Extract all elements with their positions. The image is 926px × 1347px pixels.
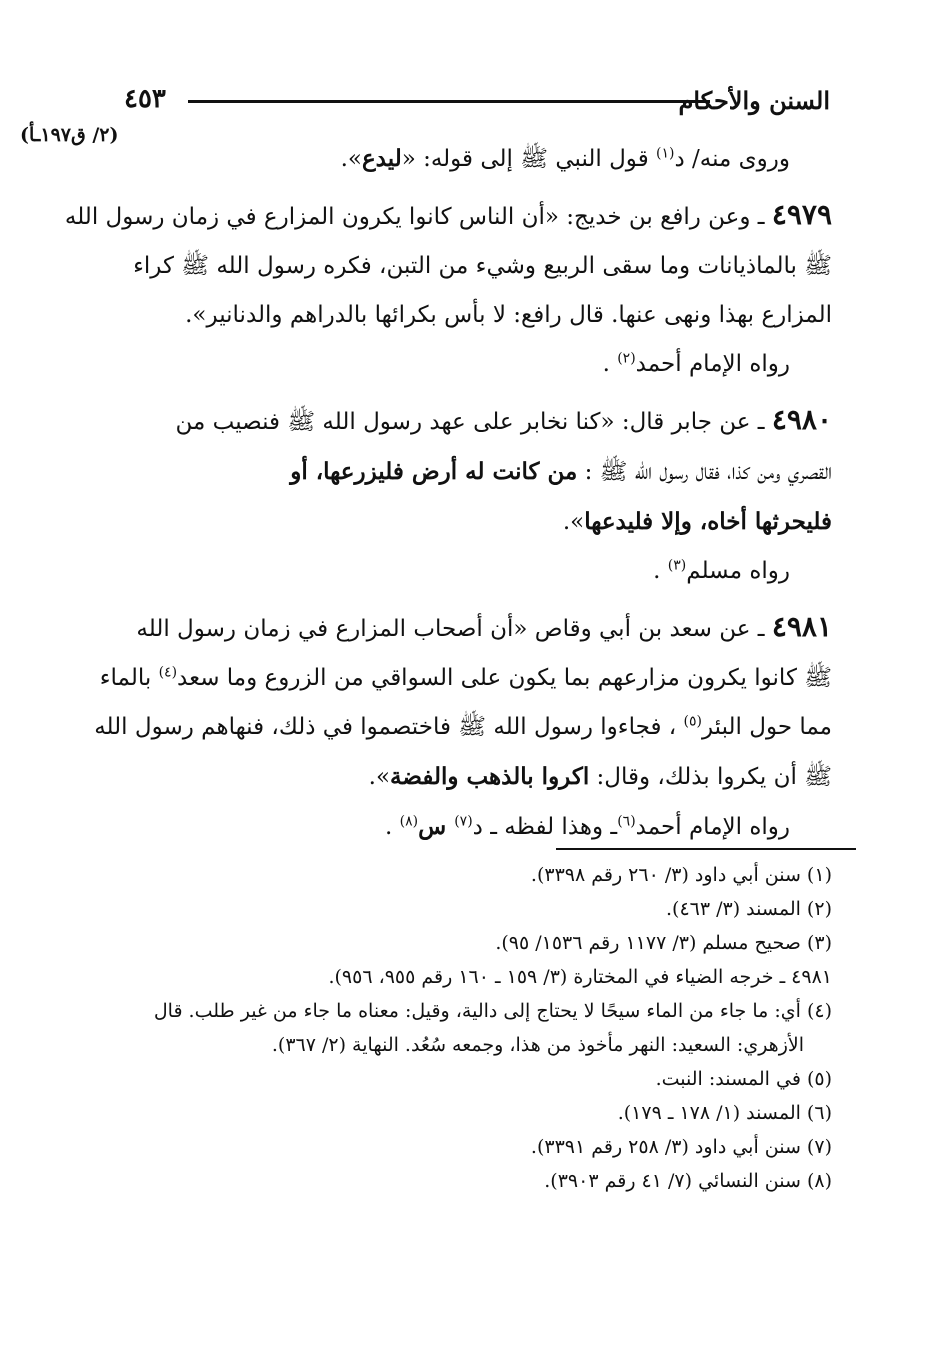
page-number: ٤٥٣ xyxy=(124,84,166,114)
text-run: رواه مسلم xyxy=(686,558,790,584)
text-run: رواه الإمام أحمد xyxy=(635,814,790,840)
text-run: ـ عن جابر قال: «كنا نخابر على عهد رسول الله ﷺ فنصيب من xyxy=(175,409,772,435)
hadith-source xyxy=(122,340,832,389)
text-run: ». xyxy=(562,509,585,535)
text-run: ». xyxy=(340,146,362,172)
footnote-4-continued: الأزهري: السعيد: النهر مأخوذ من هذا، وجمعه سُعُد. النهاية (٢/ ٣٦٧). xyxy=(271,1034,804,1056)
text-run: . xyxy=(385,814,400,840)
hadith-number: ٤٩٨٠ xyxy=(771,403,832,436)
text-line: ﷺ بالماذيانات وما سقى الربيع وشيء من التبن، فكره رسول الله ﷺ كراء xyxy=(133,253,832,279)
running-head-title: السنن والأحكام xyxy=(678,86,830,115)
footnote-ref: (٤) xyxy=(158,664,178,681)
footnote-1: (١) سنن أبي داود (٣/ ٢٦٠ رقم ٣٣٩٨). xyxy=(530,864,832,886)
footnote-separator xyxy=(556,848,856,850)
text-run: ». xyxy=(368,764,391,790)
text-run: وروى منه/ د xyxy=(674,146,790,172)
text-run: . xyxy=(602,351,618,377)
text-run: ، فجاءوا رسول الله ﷺ فاختصموا في ذلك، فنهاهم رسول الله xyxy=(94,714,684,740)
footnote-4: (٤) أي: ما جاء من الماء سيحًا لا يحتاج إلى دالية، وقيل: معناه ما جاء من غير طلب. قال xyxy=(153,1000,832,1022)
bold-text: اكروا بالذهب والفضة xyxy=(390,763,590,790)
hadith-source xyxy=(122,547,832,596)
hadith-number: ٤٩٧٩ xyxy=(771,198,832,231)
footnote-ref: (٥) xyxy=(683,713,702,730)
text-run: ـ وعن رافع بن خديج: «أن الناس كانوا يكرون المزارع في زمان رسول الله xyxy=(64,204,772,230)
text-run: ﷺ كانوا يكرون مزارعهم بما يكون على السواقي من الزروع وما سعد xyxy=(177,665,832,691)
text-line xyxy=(122,497,832,547)
footnote-5: (٥) في المسند: النبت. xyxy=(655,1068,832,1090)
hadith-4980 xyxy=(122,395,832,596)
footnote-ref: (٣) xyxy=(667,557,687,574)
footnote-3: (٣) صحيح مسلم (٣/ ١١٧٧ رقم ١٥٣٦/ ٩٥). xyxy=(495,932,832,954)
main-text xyxy=(64,134,832,852)
text-line xyxy=(122,395,832,447)
hadith-4981 xyxy=(94,602,832,852)
footnote-2: (٢) المسند (٣/ ٤٦٣). xyxy=(665,898,832,920)
text-run: ﷺ أن يكروا بذلك، وقال: xyxy=(589,764,832,790)
footnote-ref: (٦) xyxy=(617,813,636,830)
text-run: ـ وهذا لفظه ـ د xyxy=(472,814,618,840)
footnote-ref: (٨) xyxy=(399,813,419,830)
footnote-ref: (٢) xyxy=(617,350,636,367)
text-line xyxy=(122,752,832,802)
intro-paragraph xyxy=(122,134,832,184)
text-run: مما حول البئر xyxy=(701,714,832,740)
footnote-6: (٦) المسند (١/ ١٧٨ ـ ١٧٩). xyxy=(617,1102,832,1124)
text-line xyxy=(122,134,832,184)
text-run: بالماء xyxy=(99,665,159,691)
hadith-4979 xyxy=(64,190,832,389)
footnote-7: (٧) سنن أبي داود (٣/ ٢٥٨ رقم ٣٣٩١). xyxy=(530,1136,832,1158)
bold-text: ليدع xyxy=(361,145,402,172)
manuscript-folio-note: (٢/ ق١٩٧ـأ) xyxy=(20,124,119,146)
text-line: المزارع بهذا ونهى عنها. قال رافع: لا بأس بكرائها بالدراهم والدنانير». xyxy=(185,302,832,328)
bold-text: س xyxy=(418,813,455,840)
text-run: القصري ومن كذا، فقال رسول الله ﷺ : xyxy=(577,459,832,485)
footnotes xyxy=(120,858,832,1198)
hadith-source xyxy=(122,802,832,852)
bold-text: من كانت له أرض فليزرعها، أو xyxy=(290,458,578,485)
text-line xyxy=(94,703,832,752)
footnote-ref: (١) xyxy=(656,145,675,162)
text-run: . xyxy=(653,558,668,584)
bold-text: فليحرثها أخاه، وإلا فليدعها xyxy=(584,508,832,535)
running-head xyxy=(124,86,830,122)
footnote-4981: ٤٩٨١ ـ خرجه الضياء في المختارة (٣/ ١٥٩ ـ ١٦٠ رقم ٩٥٥، ٩٥٦). xyxy=(328,966,832,988)
text-line xyxy=(64,190,832,242)
text-line xyxy=(122,602,832,654)
text-run: رواه الإمام أحمد xyxy=(635,351,790,377)
text-run: ـ عن سعد بن أبي وقاص «أن أصحاب المزارع في زمان رسول الله xyxy=(136,616,772,642)
hadith-number: ٤٩٨١ xyxy=(771,610,832,643)
text-run: قول النبي ﷺ إلى قوله: « xyxy=(401,146,656,172)
footnote-8: (٨) سنن النسائي (٧/ ٤١ رقم ٣٩٠٣). xyxy=(544,1170,832,1192)
footnote-ref: (٧) xyxy=(454,813,473,830)
running-head-rule xyxy=(188,100,710,103)
text-line xyxy=(99,654,832,703)
text-line xyxy=(122,447,832,497)
